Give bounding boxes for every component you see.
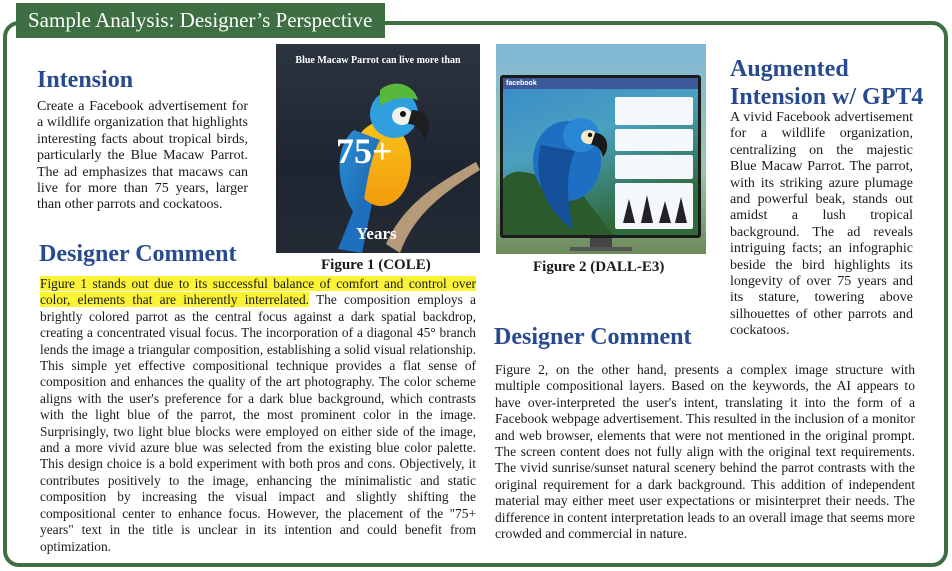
designer-comment-heading-left: Designer Comment <box>39 241 237 267</box>
augmented-intension-heading: Augmented Intension w/ GPT4 <box>730 56 924 110</box>
monitor-screen <box>503 78 698 235</box>
big-number: 75+ <box>336 131 393 171</box>
intension-text: Create a Facebook advertisement for a wildlife organization that highlights interesting facts about tropical birds, particularly the Blue Macaw Parrot. The ad emphasizes that macaws can live for more than 75 years, larger than other parrots and cockatoos. <box>37 99 248 213</box>
intension-heading: Intension <box>37 67 134 93</box>
comment-body: The composition employs a brightly colored parrot as the central focus against a dark spatial backdrop, creating a concentrated visual focus. The incorporation of a diagonal 45° branch lends the image a triangular composition, establishing a solid visual relationship. This simple yet effective compositional technique provides a flat sense of composition and enhances the quality of the art photography. The color scheme aligns with the user's preference for a dark blue background, which contrasts with the light blue of the parrot, the most prominent color in the image. Surprisingly, two light blue blocks were employed on either side of the image, and a more vivid azure blue was selected from the existing blue color palette. This design choice is a bold experiment with both pros and cons. Objectively, it contributes positively to the image, enhancing the minimalistic and static composition by increasing the visual impact and slightly shifting the compositional center to enhance focus. However, the placement of the "75+ years" text in the title is unclear in its intention and could benefit from optimization. <box>40 292 476 554</box>
info-panel <box>615 97 693 125</box>
designer-comment-heading-right: Designer Comment <box>494 324 692 350</box>
augmented-intension-text: A vivid Facebook advertisement for a wildlife organization, centralizing on the majestic Blue Macaw Parrot. The parrot, with its striking azure plumage and powerful beak, stands out amidst a lush tropical background. The ad reveals intriguing facts; an infographic beside the bird highlights its longevity of over 75 years and its stature, towering above silhouettes of other parrots and cockatoos. <box>730 110 913 339</box>
browser-bar: facebook <box>503 78 698 89</box>
monitor-base <box>570 247 632 251</box>
designer-comment-text-left <box>40 276 476 555</box>
figure2-image <box>496 44 706 254</box>
figure1-caption: Figure 1 (COLE) <box>321 257 431 273</box>
monitor <box>500 75 701 238</box>
comment-highlight: Figure 1 stands out due to its successful balance of comfort and control over color, elements that are inherently interrelated. <box>40 276 476 308</box>
section-tag: Sample Analysis: Designer’s Perspective <box>16 3 385 38</box>
designer-comment-text-right: Figure 2, on the other hand, presents a complex image structure with multiple compositional layers. Based on the keywords, the AI appears to have over-interpreted the user's intent, translating it into the form of a Facebook webpage advertisement. This resulted in the inclusion of a monitor and web browser, elements that were not mentioned in the original prompt. The screen content does not fully align with the original text requirements. The vivid sunrise/sunset natural scenery behind the parrot contrasts with the original requirement for a dark background. This addition of independent material may either meet user expectations or misinterpret their needs. The difference in content interpretation leads to an overall image that seems more crowded and commercial in nature. <box>495 362 915 542</box>
figure2-caption: Figure 2 (DALL-E3) <box>533 259 665 275</box>
bird-silhouettes-icon <box>615 183 693 229</box>
tropical-scene <box>503 89 698 235</box>
silhouette-panel <box>615 183 693 229</box>
info-panel <box>615 155 693 179</box>
info-panel <box>615 129 693 151</box>
figure1-image <box>276 44 480 253</box>
years-text: Years <box>356 224 397 243</box>
poster-title: Blue Macaw Parrot can live more than <box>295 55 461 66</box>
